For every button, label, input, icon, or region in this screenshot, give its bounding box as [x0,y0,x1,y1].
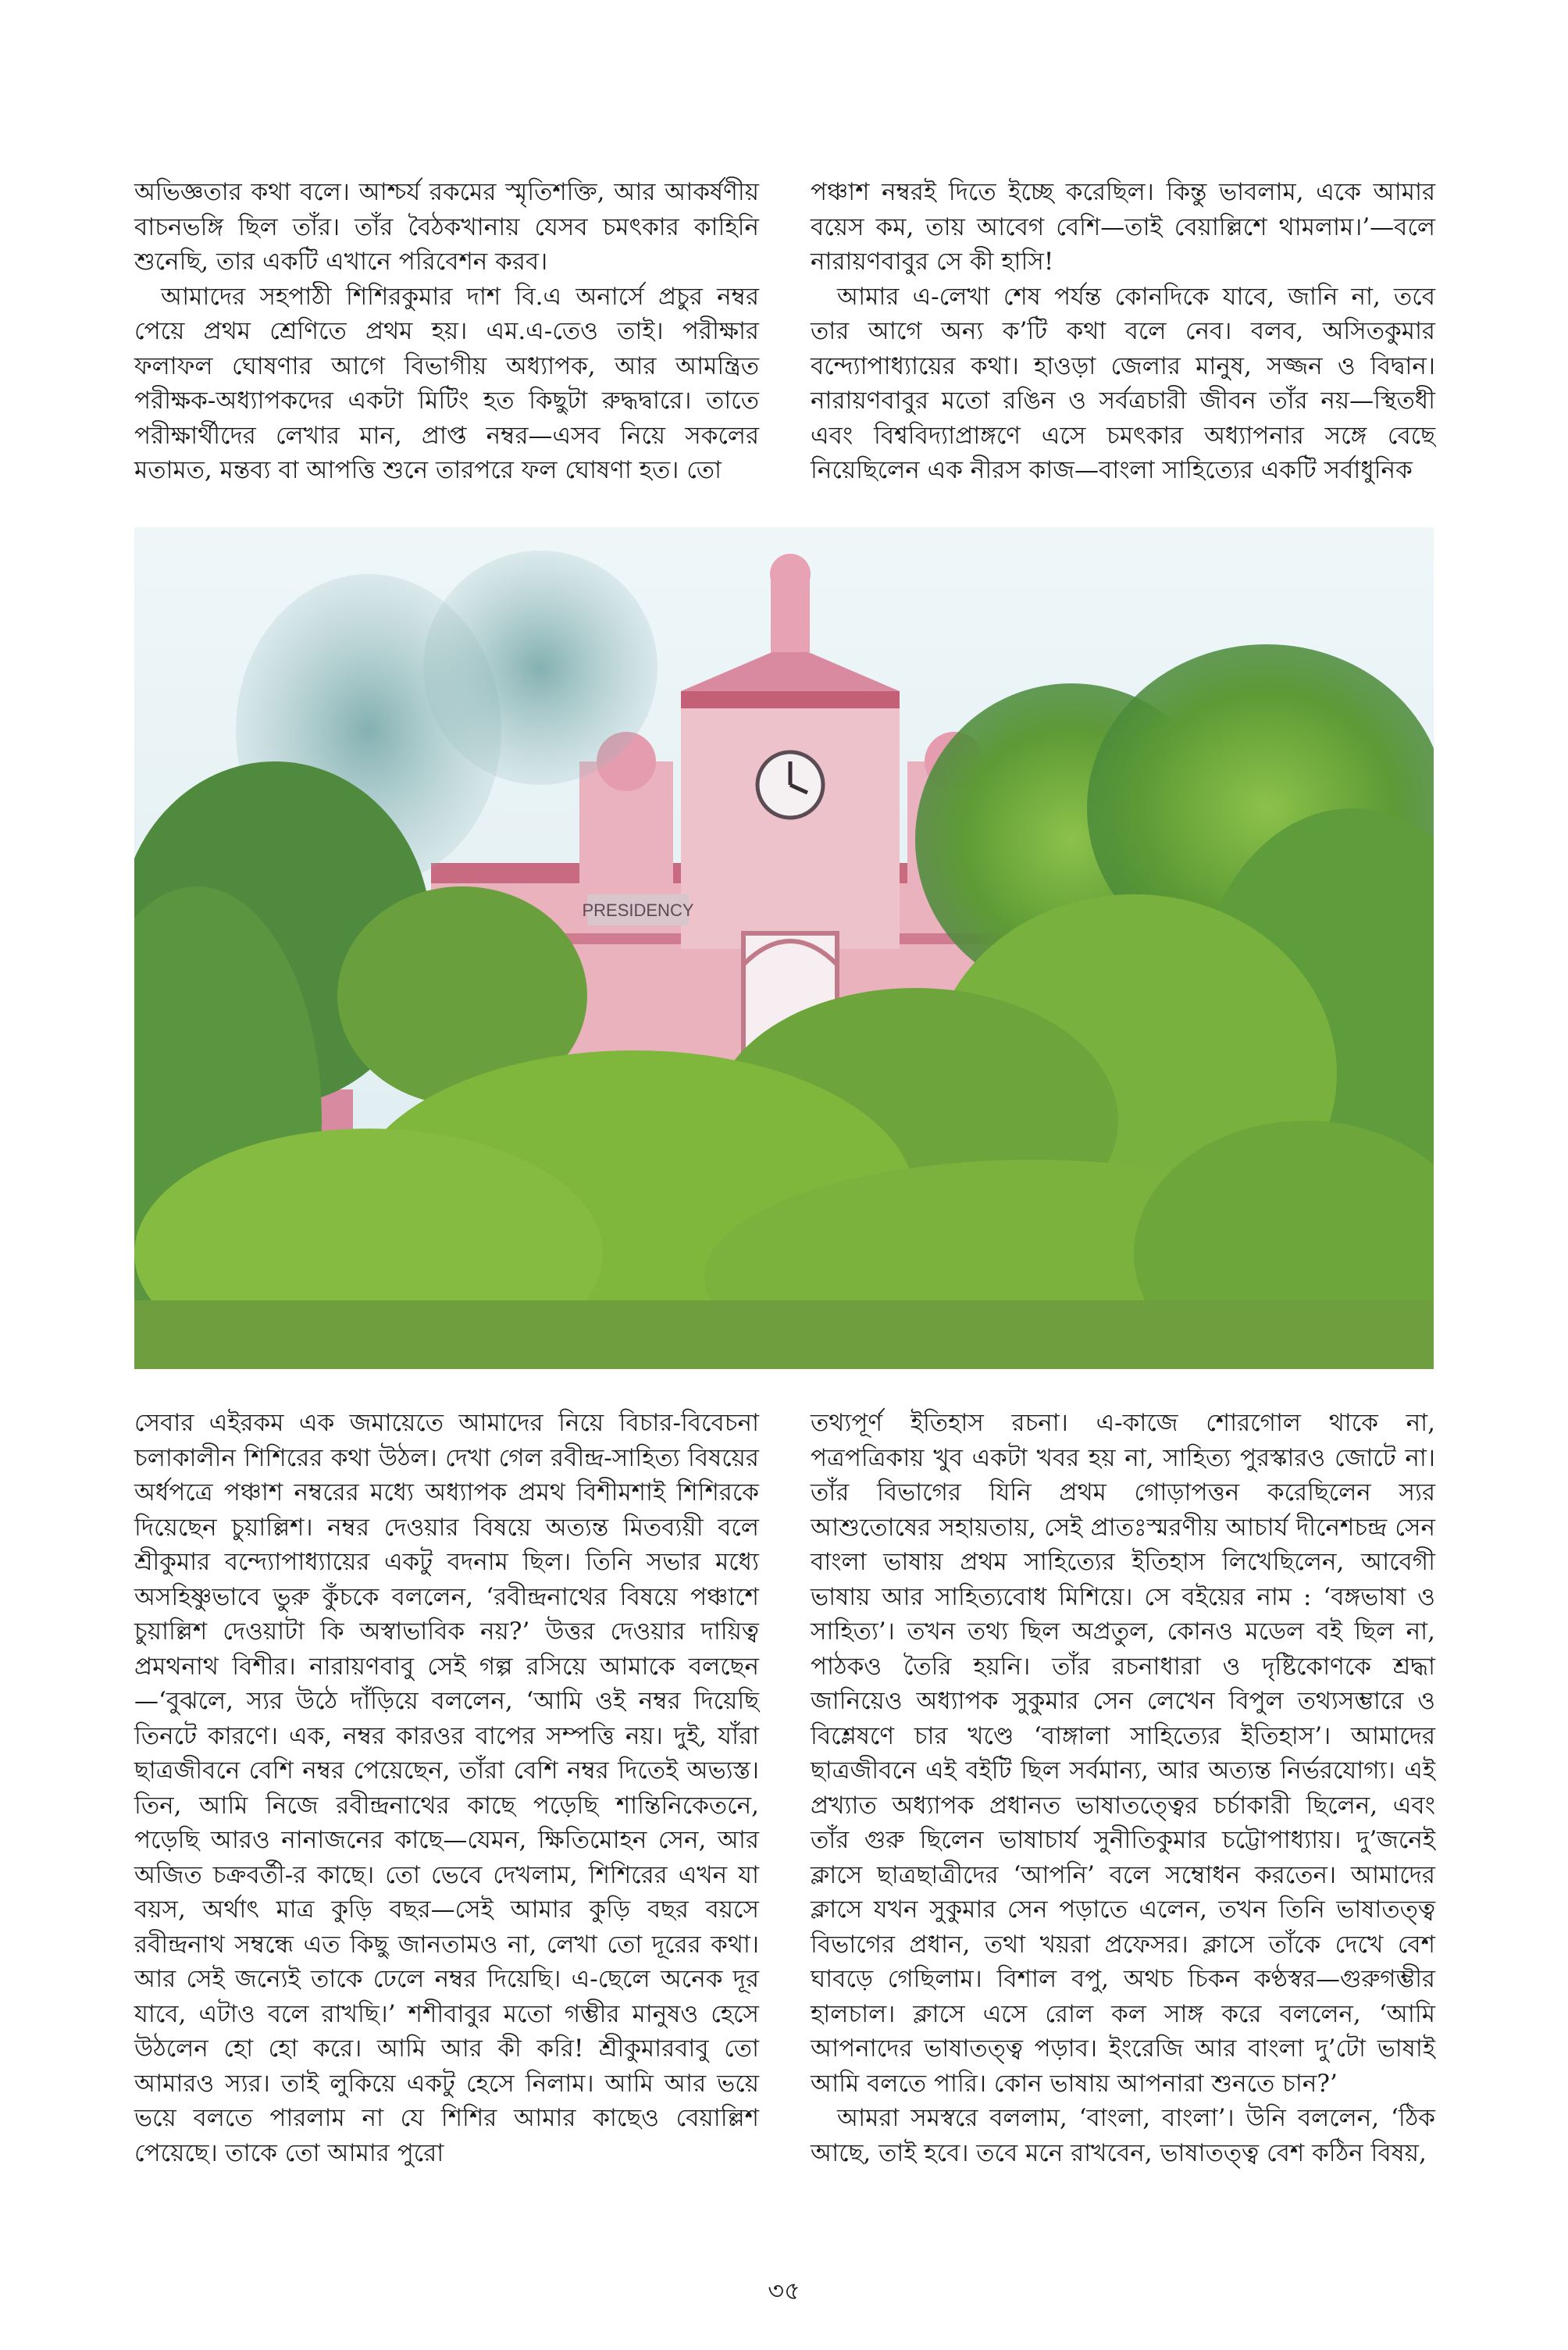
text-column-bottom-right [811,1406,1435,2170]
paragraph: অভিজ্ঞতার কথা বলে। আশ্চর্য রকমের স্মৃতিশক্তি, আর আকর্ষণীয় বাচনভঙ্গি ছিল তাঁর। তাঁর বৈঠকখানায় যেসব চমৎকার কাহিনি শুনেছি, তার একটি এখানে পরিবেশন করব। [134,178,759,276]
building-signboard: PRESIDENCY [582,900,694,920]
presidency-college-photo [134,527,1434,1369]
page-number: ৩৫ [768,2276,800,2305]
paragraph: আমরা সমস্বরে বললাম, ‘বাংলা, বাংলা’। উনি বললেন, ‘ঠিক আছে, তাই হবে। তবে মনে রাখবেন, ভাষাতত্ত্ব বেশ কঠিন বিষয়, [811,2104,1435,2167]
photo-illustration [134,527,1434,1369]
paragraph: আমাদের সহপাঠী শিশিরকুমার দাশ বি.এ অনার্সে প্রচুর নম্বর পেয়ে প্রথম শ্রেণিতে প্রথম হয়। এম.এ-তেও তাই। পরীক্ষার ফলাফল ঘোষণার আগে বিভাগীয় অধ্যাপক, আর আমন্ত্রিত পরীক্ষক-অধ্যাপকদের একটা মিটিং হত কিছুটা রুদ্ধদ্বারে। তাতে পরীক্ষার্থীদের লেখার মান, প্রাপ্ত নম্বর—এসব নিয়ে সকলের মতামত, মন্তব্য বা আপত্তি শুনে তারপরে ফল ঘোষণা হত। তো [134,282,759,484]
paragraph: তথ্যপূর্ণ ইতিহাস রচনা। এ-কাজে শোরগোল থাকে না, পত্রপত্রিকায় খুব একটা খবর হয় না, সাহিত্য পুরস্কারও জোটে না। তাঁর বিভাগের যিনি প্রথম গোড়াপত্তন করেছিলেন স্যর আশুতোষের সহায়তায়, সেই প্রাতঃস্মরণীয় আচার্য দীনেশচন্দ্র সেন বাংলা ভাষায় প্রথম সাহিত্যের ইতিহাস লিখেছিলেন, আবেগী ভাষায় আর সাহিত্যবোধ মিশিয়ে। সে বইয়ের নাম : ‘বঙ্গভাষা ও সাহিত্য’। তখন তথ্য ছিল অপ্রতুল, কোনও মডেল বই ছিল না, পাঠকও তৈরি হয়নি। তাঁর রচনাধারা ও দৃষ্টিকোণকে শ্রদ্ধা জানিয়েও অধ্যাপক সুকুমার সেন লেখেন বিপুল তথ্যসম্ভারে ও বিশ্লেষণে চার খণ্ডে ‘বাঙ্গালা সাহিত্যের ইতিহাস’। আমাদের ছাত্রজীবনে এই বইটি ছিল সর্বমান্য, আর অত্যন্ত নির্ভরযোগ্য। এই প্রখ্যাত অধ্যাপক প্রধানত ভাষাতত্ত্বের চর্চাকারী ছিলেন, এবং তাঁর গুরু ছিলেন ভাষাচার্য সুনীতিকুমার চট্টোপাধ্যায়। দু’জনেই ক্লাসে ছাত্রছাত্রীদের ‘আপনি’ বলে সম্বোধন করতেন। আমাদের ক্লাসে যখন সুকুমার সেন পড়াতে এলেন, তখন তিনি ভাষাতত্ত্ব বিভাগের প্রধান, তথা খয়রা প্রফেসর। ক্লাসে তাঁকে দেখে বেশ ঘাবড়ে গেছিলাম। বিশাল বপু, অথচ চিকন কণ্ঠস্বর—গুরুগম্ভীর হালচাল। ক্লাসে এসে রোল কল সাঙ্গ করে বললেন, ‘আমি আপনাদের ভাষাতত্ত্ব পড়াব। ইংরেজি আর বাংলা দু’টো ভাষাই আমি বলতে পারি। কোন ভাষায় আপনারা শুনতে চান?’ [811,1409,1435,2098]
paragraph: পঞ্চাশ নম্বরই দিতে ইচ্ছে করেছিল। কিন্তু ভাবলাম, একে আমার বয়েস কম, তায় আবেগ বেশি—তাই বেয়াল্লিশে থামলাম।’—বলে নারায়ণবাবুর সে কী হাসি! [811,178,1435,276]
text-column-top-left [134,175,759,488]
text-column-top-right [811,175,1435,488]
text-column-bottom-left [134,1406,759,2170]
paragraph: আমার এ-লেখা শেষ পর্যন্ত কোনদিকে যাবে, জানি না, তবে তার আগে অন্য ক’টি কথা বলে নেব। বলব, অসিতকুমার বন্দ্যোপাধ্যায়ের কথা। হাওড়া জেলার মানুষ, সজ্জন ও বিদ্বান। নারায়ণবাবুর মতো রঙিন ও সর্বত্রচারী জীবন তাঁর নয়—স্থিতধী এবং বিশ্ববিদ্যাপ্রাঙ্গণে এসে চমৎকার অধ্যাপনার সঙ্গে বেছে নিয়েছিলেন এক নীরস কাজ—বাংলা সাহিত্যের একটি সর্বাধুনিক [811,282,1435,484]
paragraph: সেবার এইরকম এক জমায়েতে আমাদের নিয়ে বিচার-বিবেচনা চলাকালীন শিশিরের কথা উঠল। দেখা গেল রবীন্দ্র-সাহিত্য বিষয়ের অর্ধপত্রে পঞ্চাশ নম্বরের মধ্যে অধ্যাপক প্রমথ বিশীমশাই শিশিরকে দিয়েছেন চুয়াল্লিশ। নম্বর দেওয়ার বিষয়ে অত্যন্ত মিতব্যয়ী বলে শ্রীকুমার বন্দ্যোপাধ্যায়ের একটু বদনাম ছিল। তিনি সভার মধ্যে অসহিষ্ণুভাবে ভুরু কুঁচকে বললেন, ‘রবীন্দ্রনাথের বিষয়ে পঞ্চাশে চুয়াল্লিশ দেওয়াটা কি অস্বাভাবিক নয়?’ উত্তর দেওয়ার দায়িত্ব প্রমথনাথ বিশীর। নারায়ণবাবু সেই গল্প রসিয়ে আমাকে বলছেন—‘বুঝলে, স্যর উঠে দাঁড়িয়ে বললেন, ‘আমি ওই নম্বর দিয়েছি তিনটে কারণে। এক, নম্বর কারওর বাপের সম্পত্তি নয়। দুই, যাঁরা ছাত্রজীবনে বেশি নম্বর পেয়েছেন, তাঁরা বেশি নম্বর দিতেই অভ্যস্ত। তিন, আমি নিজে রবীন্দ্রনাথের কাছে পড়েছি শান্তিনিকেতনে, পড়েছি আরও নানাজনের কাছে—যেমন, ক্ষিতিমোহন সেন, আর অজিত চক্রবর্তী-র কাছে। তো ভেবে দেখলাম, শিশিরের এখন যা বয়স, অর্থাৎ মাত্র কুড়ি বছর—সেই আমার কুড়ি বছর বয়সে রবীন্দ্রনাথ সম্বন্ধে এত কিছু জানতামও না, লেখা তো দূরের কথা। আর সেই জন্যেই তাকে ঢেলে নম্বর দিয়েছি। এ-ছেলে অনেক দূর যাবে, এটাও বলে রাখছি।’ শশীবাবুর মতো গম্ভীর মানুষও হেসে উঠলেন হো হো করে। আমি আর কী করি! শ্রীকুমারবাবু তো আমারও স্যর। তাই লুকিয়ে একটু হেসে নিলাম। আমি আর ভয়ে ভয়ে বলতে পারলাম না যে শিশির আমার কাছেও বেয়াল্লিশ পেয়েছে। তাকে তো আমার পুরো [134,1409,759,2167]
